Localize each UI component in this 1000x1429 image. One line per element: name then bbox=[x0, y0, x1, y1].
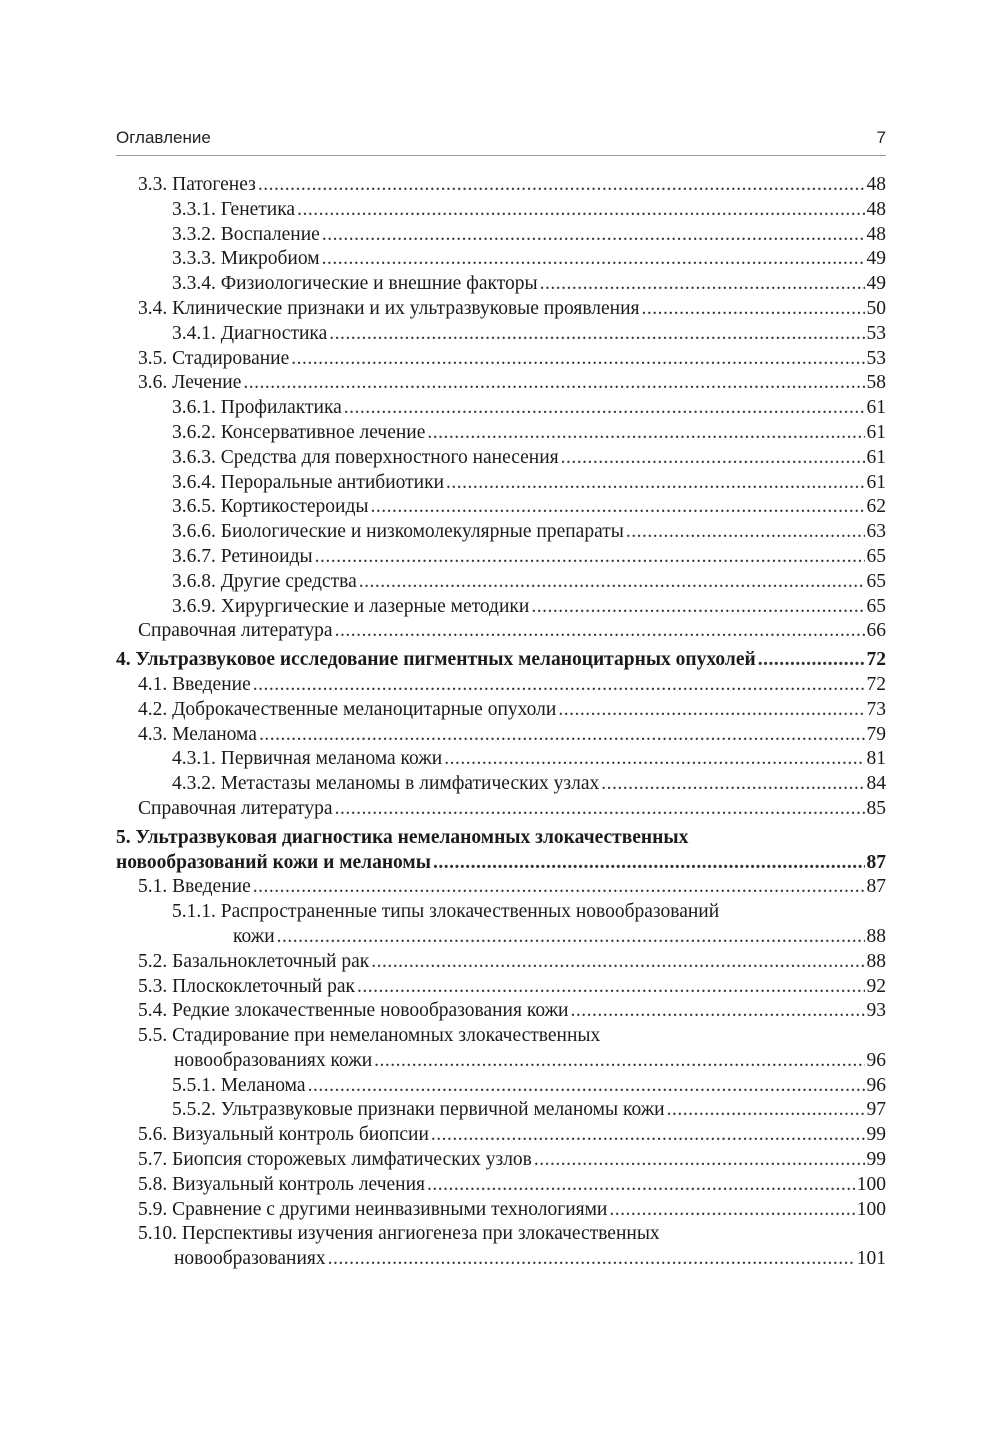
toc-entry[interactable]: 3.3.1. Генетика ..... 48 bbox=[116, 198, 886, 223]
toc-entry[interactable]: 4.2. Доброкачественные меланоцитарные опухоли ..... 73 bbox=[116, 698, 886, 723]
page-number: 7 bbox=[876, 128, 886, 147]
leader-dots bbox=[444, 747, 864, 772]
leader-dots bbox=[427, 421, 864, 446]
running-header bbox=[116, 126, 886, 154]
toc-entry[interactable]: 5.7. Биопсия сторожевых лимфатических узлов ..... 99 bbox=[116, 1148, 886, 1173]
leader-dots bbox=[642, 297, 865, 322]
toc-entry[interactable]: новообразованиях кожи ..... 96 bbox=[116, 1049, 886, 1074]
toc-entry[interactable]: 5.3. Плоскоклеточный рак ..... 92 bbox=[116, 975, 886, 1000]
leader-dots bbox=[446, 471, 864, 496]
leader-dots bbox=[531, 595, 864, 620]
toc-entry[interactable]: 3.4.1. Диагностика ..... 53 bbox=[116, 322, 886, 347]
leader-dots bbox=[371, 950, 864, 975]
toc-entry[interactable]: 3.6.8. Другие средства ..... 65 bbox=[116, 570, 886, 595]
leader-dots bbox=[571, 999, 865, 1024]
leader-dots bbox=[322, 223, 865, 248]
leader-dots bbox=[291, 347, 864, 372]
leader-dots bbox=[359, 570, 865, 595]
toc-entry[interactable]: 3.6.1. Профилактика ..... 61 bbox=[116, 396, 886, 421]
toc-entry[interactable]: 3.6.3. Средства для поверхностного нанесения ..... 61 bbox=[116, 446, 886, 471]
leader-dots bbox=[258, 173, 865, 198]
toc-entry[interactable]: 3.4. Клинические признаки и их ультразвуковые проявления ..... 50 bbox=[116, 297, 886, 322]
table-of-contents bbox=[116, 173, 886, 1272]
leader-dots bbox=[357, 975, 865, 1000]
toc-entry[interactable]: 3.5. Стадирование ..... 53 bbox=[116, 347, 886, 372]
leader-dots bbox=[626, 520, 865, 545]
leader-dots bbox=[308, 1074, 865, 1099]
toc-chapter-entry[interactable]: 4. Ультразвуковое исследование пигментных меланоцитарных опухолей ..... 72 bbox=[116, 648, 886, 673]
leader-dots bbox=[315, 545, 865, 570]
toc-entry[interactable]: кожи ..... 88 bbox=[116, 925, 886, 950]
leader-dots bbox=[243, 371, 864, 396]
toc-entry[interactable]: Справочная литература ..... 85 bbox=[116, 797, 886, 822]
toc-entry[interactable]: 4.3.1. Первичная меланома кожи ..... 81 bbox=[116, 747, 886, 772]
leader-dots bbox=[540, 272, 865, 297]
toc-entry[interactable]: 3.6. Лечение ..... 58 bbox=[116, 371, 886, 396]
toc-chapter-title-line1[interactable]: 5. Ультразвуковая диагностика немеланомных злокачественных bbox=[116, 826, 689, 848]
running-header-title: Оглавление bbox=[116, 128, 211, 147]
toc-entry-line1[interactable]: 5.1.1. Распространенные типы злокачественных новообразований bbox=[172, 901, 720, 923]
leader-dots bbox=[561, 446, 865, 471]
toc-entry[interactable]: 5.6. Визуальный контроль биопсии ..... 99 bbox=[116, 1123, 886, 1148]
toc-chapter-entry[interactable]: новообразований кожи и меланомы ..... 87 bbox=[116, 851, 886, 876]
leader-dots bbox=[253, 875, 865, 900]
toc-entry[interactable]: 3.6.5. Кортикостероиды ..... 62 bbox=[116, 495, 886, 520]
leader-dots bbox=[329, 322, 864, 347]
toc-entry[interactable]: 5.9. Сравнение с другими неинвазивными технологиями ..... 100 bbox=[116, 1198, 886, 1223]
leader-dots bbox=[344, 396, 865, 421]
leader-dots bbox=[374, 1049, 864, 1074]
toc-entry-line1[interactable]: 5.5. Стадирование при немеланомных злокачественных bbox=[138, 1025, 601, 1047]
leader-dots bbox=[433, 851, 865, 876]
toc-entry[interactable]: 3.6.6. Биологические и низкомолекулярные препараты ..... 63 bbox=[116, 520, 886, 545]
leader-dots bbox=[277, 925, 865, 950]
toc-entry[interactable]: 5.4. Редкие злокачественные новообразования кожи ..... 93 bbox=[116, 999, 886, 1024]
toc-entry[interactable]: 3.6.9. Хирургические и лазерные методики ..... 65 bbox=[116, 595, 886, 620]
toc-entry[interactable]: 5.1. Введение ..... 87 bbox=[116, 875, 886, 900]
leader-dots bbox=[427, 1173, 855, 1198]
leader-dots bbox=[322, 247, 865, 272]
toc-entry-line1[interactable]: 5.10. Перспективы изучения ангиогенеза при злокачественных bbox=[138, 1223, 660, 1245]
toc-entry[interactable]: 3.6.2. Консервативное лечение ..... 61 bbox=[116, 421, 886, 446]
leader-dots bbox=[253, 673, 865, 698]
toc-entry[interactable]: Справочная литература ..... 66 bbox=[116, 619, 886, 644]
leader-dots bbox=[558, 698, 864, 723]
toc-entry[interactable]: 5.5.2. Ультразвуковые признаки первичной меланомы кожи ..... 97 bbox=[116, 1098, 886, 1123]
toc-entry[interactable]: 5.5.1. Меланома ..... 96 bbox=[116, 1074, 886, 1099]
leader-dots bbox=[371, 495, 865, 520]
toc-entry[interactable]: 5.8. Визуальный контроль лечения ..... 100 bbox=[116, 1173, 886, 1198]
leader-dots bbox=[534, 1148, 865, 1173]
toc-entry[interactable]: 3.3.2. Воспаление ..... 48 bbox=[116, 223, 886, 248]
leader-dots bbox=[601, 772, 864, 797]
toc-entry[interactable]: 3.3. Патогенез ..... 48 bbox=[116, 173, 886, 198]
leader-dots bbox=[758, 648, 865, 673]
toc-entry[interactable]: 4.1. Введение ..... 72 bbox=[116, 673, 886, 698]
leader-dots bbox=[431, 1123, 865, 1148]
leader-dots bbox=[328, 1247, 855, 1272]
leader-dots bbox=[335, 619, 865, 644]
toc-entry[interactable]: новообразованиях ..... 101 bbox=[116, 1247, 886, 1272]
toc-entry[interactable]: 5.2. Базальноклеточный рак ..... 88 bbox=[116, 950, 886, 975]
header-rule bbox=[116, 155, 886, 156]
leader-dots bbox=[335, 797, 865, 822]
toc-entry[interactable]: 4.3. Меланома ..... 79 bbox=[116, 723, 886, 748]
toc-entry[interactable]: 3.6.7. Ретиноиды ..... 65 bbox=[116, 545, 886, 570]
toc-entry[interactable]: 3.3.4. Физиологические и внешние факторы ..... 49 bbox=[116, 272, 886, 297]
leader-dots bbox=[297, 198, 864, 223]
toc-entry[interactable]: 3.6.4. Пероральные антибиотики ..... 61 bbox=[116, 471, 886, 496]
toc-entry[interactable]: 4.3.2. Метастазы меланомы в лимфатических узлах ..... 84 bbox=[116, 772, 886, 797]
toc-entry[interactable]: 3.3.3. Микробиом ..... 49 bbox=[116, 247, 886, 272]
leader-dots bbox=[609, 1198, 854, 1223]
leader-dots bbox=[259, 723, 865, 748]
leader-dots bbox=[667, 1098, 865, 1123]
